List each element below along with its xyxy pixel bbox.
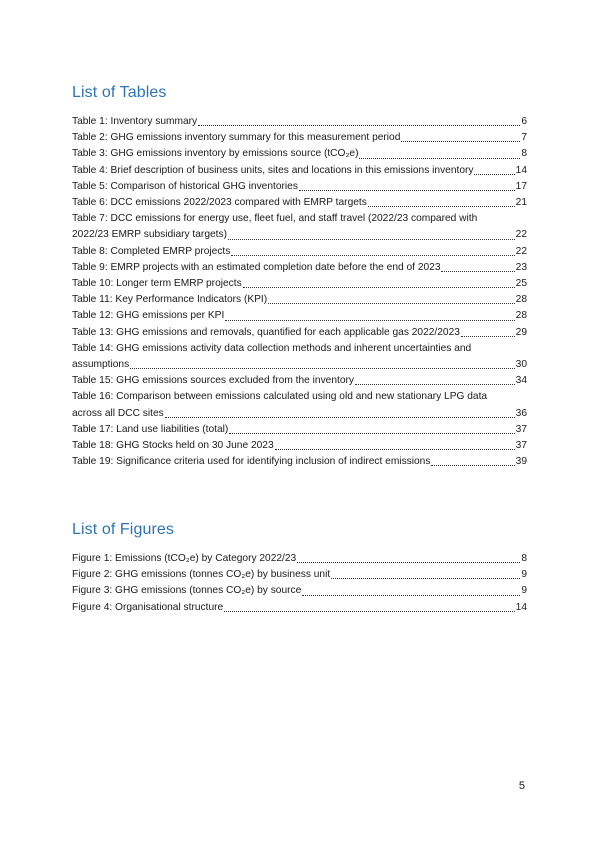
dot-leader xyxy=(165,417,515,418)
table-entry[interactable] xyxy=(72,260,527,276)
table-entry[interactable] xyxy=(72,389,527,421)
dot-leader xyxy=(268,303,514,304)
table-entry[interactable] xyxy=(72,146,527,162)
figure-entry[interactable] xyxy=(72,600,527,616)
dot-leader xyxy=(331,578,520,579)
table-entry-page: 7 xyxy=(521,132,527,144)
dot-leader xyxy=(401,141,520,142)
table-entry-page: 29 xyxy=(515,326,527,338)
table-entry[interactable] xyxy=(72,276,527,292)
dot-leader xyxy=(228,239,515,240)
table-entry-title: Table 18: GHG Stocks held on 30 June 2023 xyxy=(72,440,274,452)
table-entry[interactable] xyxy=(72,373,527,389)
table-entry-title-line: Table 14: GHG emissions activity data collection methods and inherent uncertainties and xyxy=(72,342,472,354)
table-entry[interactable] xyxy=(72,244,527,260)
figure-entry-title: Figure 1: Emissions (tCO₂e) by Category 2022/23 xyxy=(72,553,297,564)
table-entry[interactable] xyxy=(72,195,527,211)
dot-leader xyxy=(302,595,520,596)
dot-leader xyxy=(474,174,514,175)
table-entry-title: Table 13: GHG emissions and removals, quantified for each applicable gas 2022/2023 xyxy=(72,326,460,338)
table-entry[interactable] xyxy=(72,114,527,130)
table-entry-title: Table 19: Significance criteria used for identifying inclusion of indirect emissions xyxy=(72,456,431,468)
table-entry-page: 22 xyxy=(515,229,527,241)
table-entry[interactable] xyxy=(72,422,527,438)
table-entry[interactable] xyxy=(72,292,527,308)
table-entry-page: 21 xyxy=(515,197,527,209)
dot-leader xyxy=(224,611,514,612)
table-entry-title: Table 1: Inventory summary xyxy=(72,116,198,127)
table-entry-title: Table 2: GHG emissions inventory summary for this measurement period xyxy=(72,132,401,144)
dot-leader xyxy=(275,449,515,450)
dot-leader xyxy=(299,190,515,191)
dot-leader xyxy=(229,433,514,434)
page-number: 5 xyxy=(518,780,525,792)
table-entry-page: 17 xyxy=(515,180,527,192)
dot-leader xyxy=(225,320,514,321)
table-entry-page: 14 xyxy=(515,164,527,176)
table-entry-title: assumptions xyxy=(72,359,130,371)
table-entry-title: Table 4: Brief description of business units, sites and locations in this emissions inventory xyxy=(72,164,474,176)
list-of-figures-heading: List of Figures xyxy=(72,521,174,538)
table-entry-title: across all DCC sites xyxy=(72,407,164,419)
table-entry-page: 8 xyxy=(521,148,527,160)
figure-entry-page: 14 xyxy=(515,601,527,613)
table-entry-title: Table 11: Key Performance Indicators (KPI) xyxy=(72,294,268,306)
dot-leader xyxy=(231,255,514,256)
figure-entry-page: 8 xyxy=(521,553,527,564)
dot-leader xyxy=(355,384,515,385)
table-entry[interactable] xyxy=(72,341,527,373)
table-entry[interactable] xyxy=(72,179,527,195)
figure-entry-page: 9 xyxy=(521,569,527,581)
table-entry[interactable] xyxy=(72,454,527,470)
table-entry-title: Table 3: GHG emissions inventory by emissions source (tCO₂e) xyxy=(72,148,359,160)
table-entry-title-line: Table 7: DCC emissions for energy use, fleet fuel, and staff travel (2022/23 compared with xyxy=(72,213,478,225)
table-entry-page: 30 xyxy=(515,359,527,371)
list-of-tables-heading: List of Tables xyxy=(72,84,167,101)
table-entry[interactable] xyxy=(72,438,527,454)
table-entry[interactable] xyxy=(72,130,527,146)
dot-leader xyxy=(431,465,514,466)
table-entry-title: 2022/23 EMRP subsidiary targets) xyxy=(72,229,227,241)
table-entry[interactable] xyxy=(72,325,527,341)
figure-entry-title: Figure 3: GHG emissions (tonnes CO₂e) by source xyxy=(72,585,302,597)
dot-leader xyxy=(368,206,515,207)
table-entry-title: Table 10: Longer term EMRP projects xyxy=(72,278,242,290)
table-entry-page: 39 xyxy=(515,456,527,468)
table-entry[interactable] xyxy=(72,211,527,243)
dot-leader xyxy=(130,368,514,369)
figure-entry-page: 9 xyxy=(521,585,527,597)
table-entry-title-line: Table 16: Comparison between emissions calculated using old and new stationary LPG data xyxy=(72,391,488,403)
table-entry-title: Table 5: Comparison of historical GHG inventories xyxy=(72,180,298,192)
table-entry-title: Table 17: Land use liabilities (total) xyxy=(72,423,229,435)
dot-leader xyxy=(297,562,520,563)
table-entry[interactable] xyxy=(72,163,527,179)
figure-entry[interactable] xyxy=(72,551,527,567)
table-entry[interactable] xyxy=(72,308,527,324)
dot-leader xyxy=(198,125,520,126)
table-entry-page: 22 xyxy=(515,245,527,257)
dot-leader xyxy=(461,336,515,337)
table-entry-title: Table 8: Completed EMRP projects xyxy=(72,245,231,257)
list-of-tables xyxy=(72,114,527,470)
table-entry-page: 25 xyxy=(515,278,527,290)
table-entry-title: Table 12: GHG emissions per KPI xyxy=(72,310,225,322)
figure-entry-title: Figure 4: Organisational structure xyxy=(72,601,224,613)
table-entry-title: Table 15: GHG emissions sources excluded from the inventory xyxy=(72,375,354,387)
figure-entry[interactable] xyxy=(72,567,527,583)
table-entry-page: 37 xyxy=(515,440,527,452)
dot-leader xyxy=(441,271,514,272)
table-entry-title: Table 6: DCC emissions 2022/2023 compared with EMRP targets xyxy=(72,197,367,209)
table-entry-page: 28 xyxy=(515,310,527,322)
table-entry-title: Table 9: EMRP projects with an estimated completion date before the end of 2023 xyxy=(72,261,441,273)
figure-entry[interactable] xyxy=(72,583,527,599)
list-of-figures xyxy=(72,551,527,616)
figure-entry-title: Figure 2: GHG emissions (tonnes CO₂e) by business unit xyxy=(72,569,331,581)
table-entry-page: 37 xyxy=(515,423,527,435)
dot-leader xyxy=(359,158,520,159)
table-entry-page: 23 xyxy=(515,261,527,273)
table-entry-page: 34 xyxy=(515,375,527,387)
table-entry-page: 6 xyxy=(521,116,527,127)
dot-leader xyxy=(243,287,515,288)
table-entry-page: 28 xyxy=(515,294,527,306)
table-entry-page: 36 xyxy=(515,407,527,419)
